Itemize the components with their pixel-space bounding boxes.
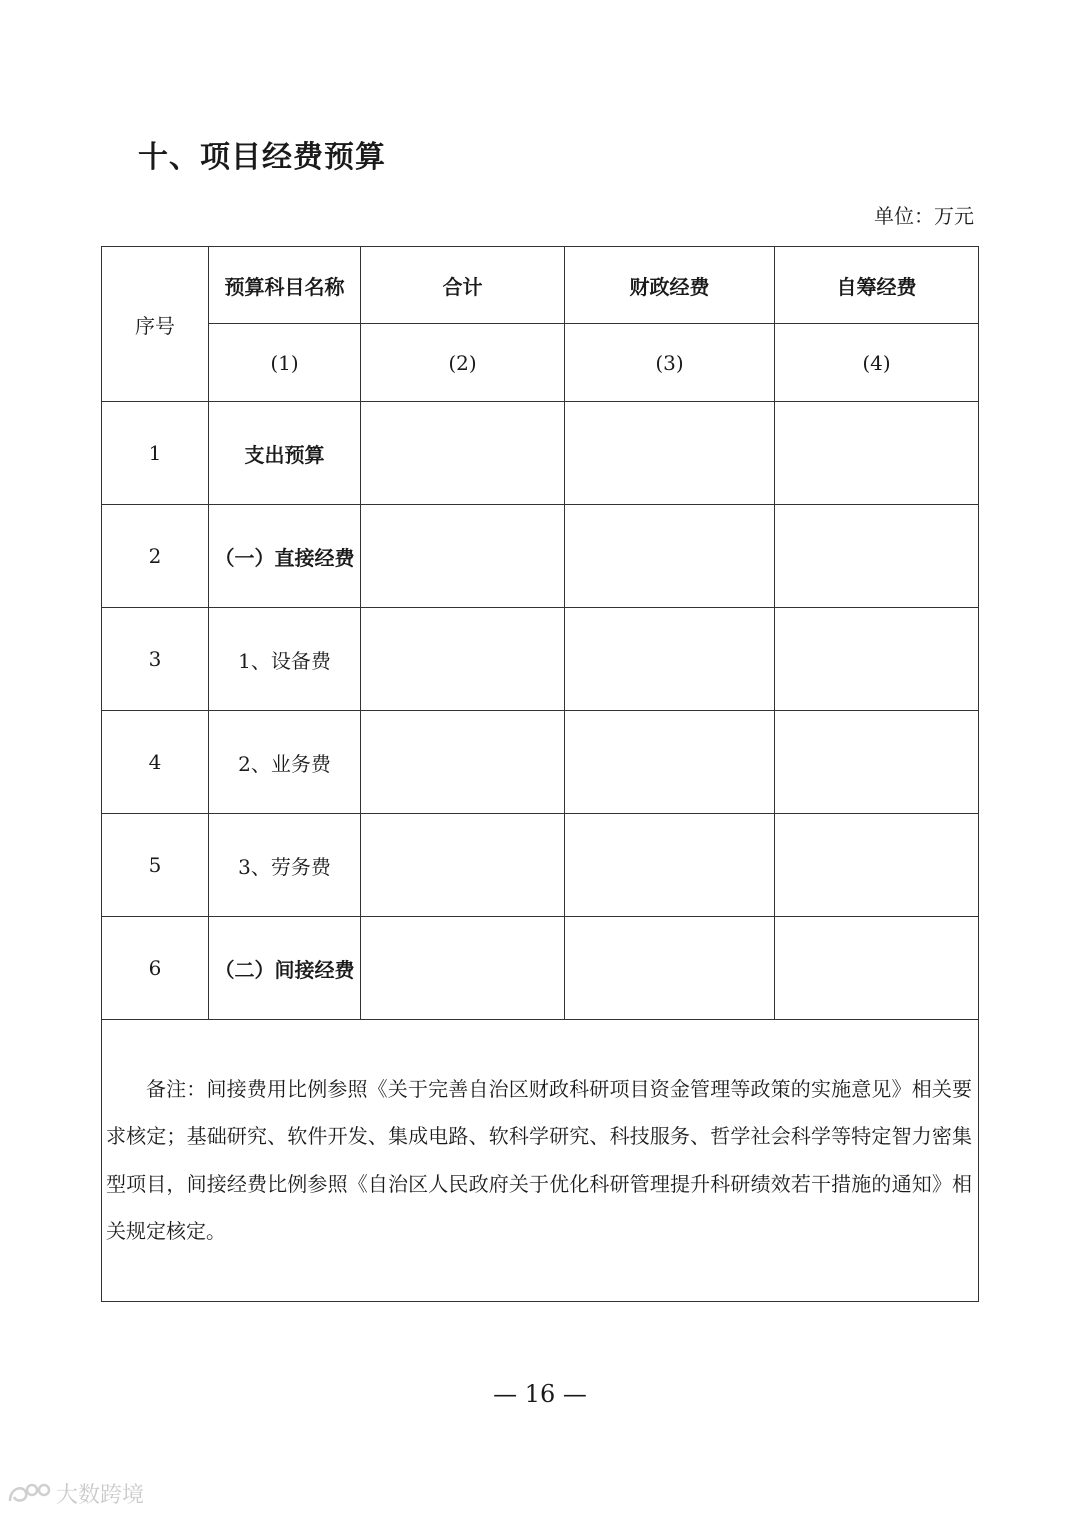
cell-total[interactable] bbox=[361, 917, 565, 1020]
row-subject-name: 1、设备费 bbox=[209, 608, 361, 711]
row-subject-name: 2、业务费 bbox=[209, 711, 361, 814]
column-number-row bbox=[102, 324, 979, 402]
table-row bbox=[102, 608, 979, 711]
cell-fiscal[interactable] bbox=[565, 814, 775, 917]
watermark-text: 大数跨境 bbox=[56, 1483, 145, 1508]
unit-label: 单位：万元 bbox=[874, 204, 974, 228]
cell-self-raised[interactable] bbox=[775, 711, 979, 814]
cell-self-raised[interactable] bbox=[775, 402, 979, 505]
row-subject-name: （二）间接经费 bbox=[209, 917, 361, 1020]
column-number: (2) bbox=[361, 324, 565, 402]
table-row bbox=[102, 711, 979, 814]
row-number: 2 bbox=[102, 505, 209, 608]
cell-total[interactable] bbox=[361, 608, 565, 711]
cell-fiscal[interactable] bbox=[565, 505, 775, 608]
header-self-raised-funds: 自筹经费 bbox=[775, 247, 979, 324]
cell-fiscal[interactable] bbox=[565, 917, 775, 1020]
remark-cell bbox=[102, 1020, 979, 1302]
cell-self-raised[interactable] bbox=[775, 814, 979, 917]
row-subject-name: 3、劳务费 bbox=[209, 814, 361, 917]
row-number: 6 bbox=[102, 917, 209, 1020]
cell-fiscal[interactable] bbox=[565, 608, 775, 711]
cell-self-raised[interactable] bbox=[775, 917, 979, 1020]
remark-text: 备注：间接费用比例参照《关于完善自治区财政科研项目资金管理等政策的实施意见》相关要求核定；基础研究、软件开发、集成电路、软科学研究、科技服务、哲学社会科学等特定智力密集型项目，间接经费比例参照《自治区人民政府关于优化科研管理提升科研绩效若干措施的通知》相关规定核定。 bbox=[106, 1076, 972, 1243]
cell-fiscal[interactable] bbox=[565, 402, 775, 505]
column-number: (1) bbox=[209, 324, 361, 402]
cell-total[interactable] bbox=[361, 402, 565, 505]
cell-self-raised[interactable] bbox=[775, 608, 979, 711]
remark-row bbox=[102, 1020, 979, 1302]
table-row bbox=[102, 402, 979, 505]
column-number: (3) bbox=[565, 324, 775, 402]
header-serial: 序号 bbox=[102, 247, 209, 402]
logo-icon bbox=[6, 1481, 52, 1507]
cell-total[interactable] bbox=[361, 505, 565, 608]
cell-self-raised[interactable] bbox=[775, 505, 979, 608]
header-fiscal-funds: 财政经费 bbox=[565, 247, 775, 324]
row-subject-name: 支出预算 bbox=[209, 402, 361, 505]
row-number: 5 bbox=[102, 814, 209, 917]
table-row bbox=[102, 917, 979, 1020]
header-row bbox=[102, 247, 979, 324]
section-title: 十、项目经费预算 bbox=[138, 140, 386, 175]
column-number: (4) bbox=[775, 324, 979, 402]
cell-total[interactable] bbox=[361, 711, 565, 814]
header-total: 合计 bbox=[361, 247, 565, 324]
cell-fiscal[interactable] bbox=[565, 711, 775, 814]
page-number: — 16 — bbox=[493, 1380, 587, 1408]
row-number: 4 bbox=[102, 711, 209, 814]
row-number: 3 bbox=[102, 608, 209, 711]
table-row bbox=[102, 814, 979, 917]
cell-total[interactable] bbox=[361, 814, 565, 917]
table-row bbox=[102, 505, 979, 608]
row-number: 1 bbox=[102, 402, 209, 505]
header-subject-name: 预算科目名称 bbox=[209, 247, 361, 324]
row-subject-name: （一）直接经费 bbox=[209, 505, 361, 608]
budget-table bbox=[101, 246, 979, 1302]
watermark bbox=[6, 1478, 144, 1509]
